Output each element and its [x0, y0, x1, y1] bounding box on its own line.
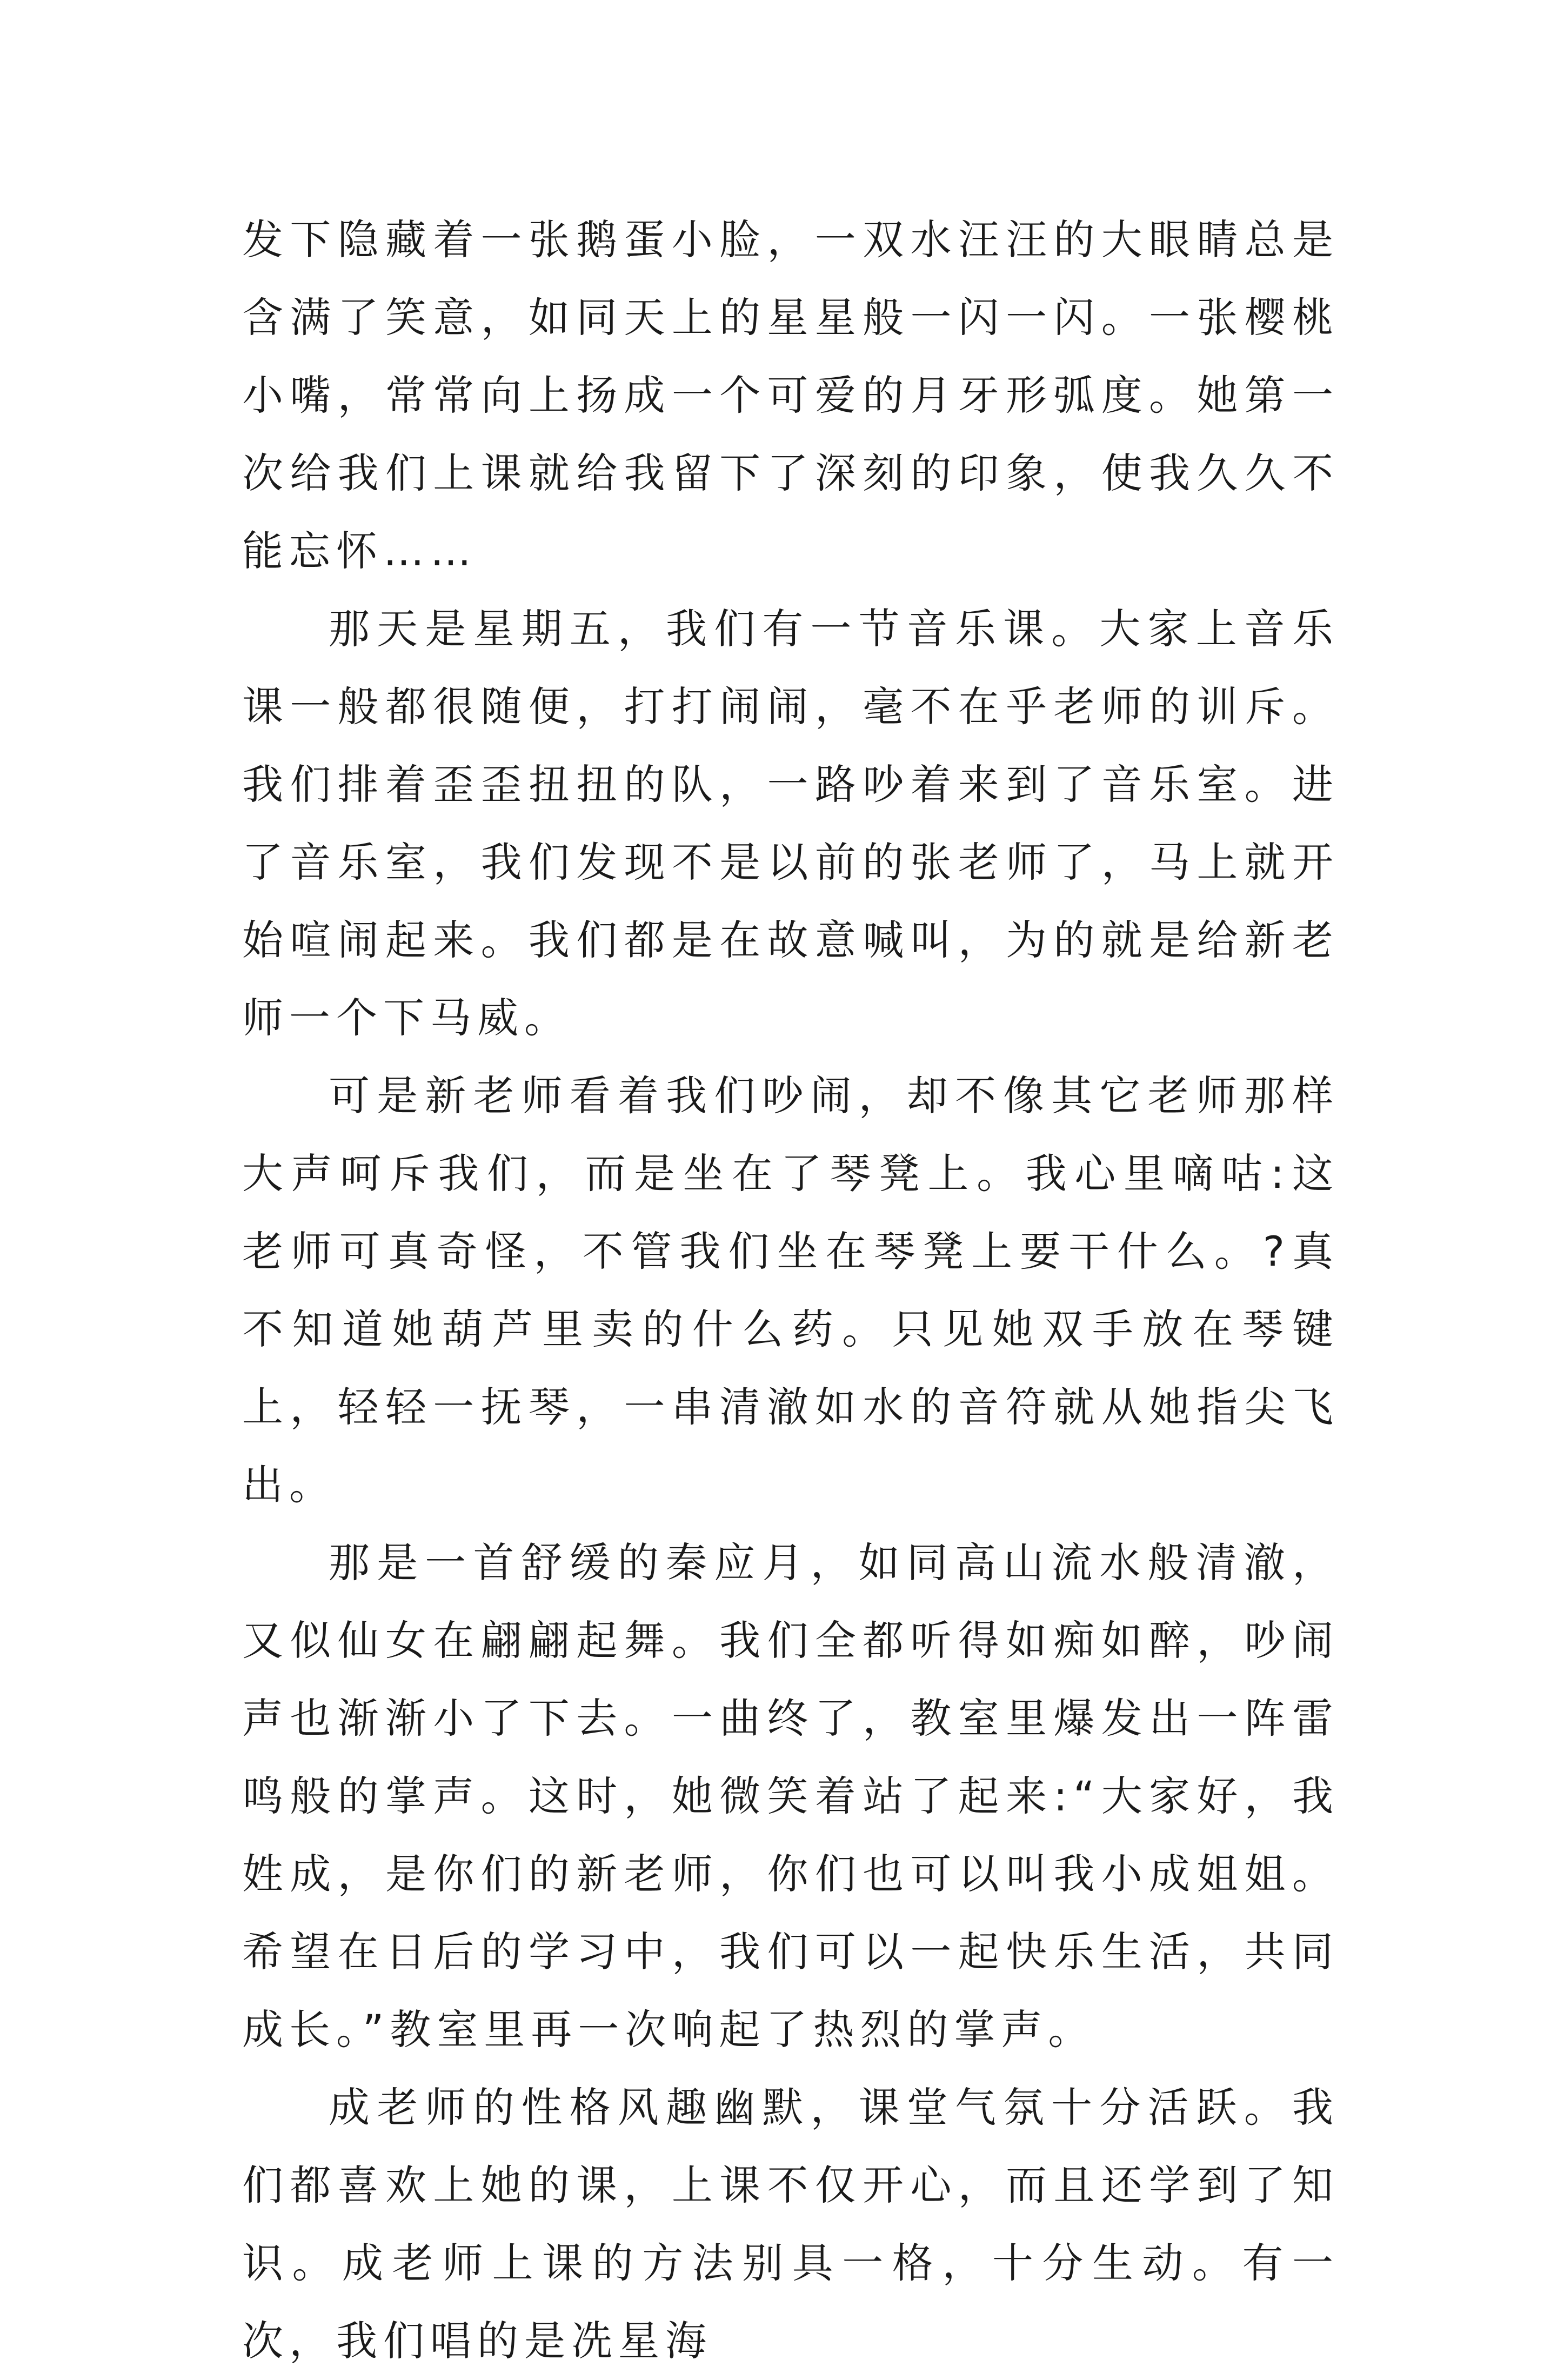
- paragraph-4: 那是一首舒缓的秦应月，如同高山流水般清澈，又似仙女在翩翩起舞。我们全都听得如痴如醉，吵闹声也渐渐小了下去。一曲终了，教室里爆发出一阵雷鸣般的掌声。这时，她微笑着站了起来:“大家好，我姓成，是你们的新老师，你们也可以叫我小成姐姐。希望在日后的学习中，我们可以一起快乐生活，共同成长。”教室里再一次响起了热烈的掌声。: [242, 1539, 1339, 2054]
- paragraph-1: 发下隐藏着一张鹅蛋小脸，一双水汪汪的大眼睛总是含满了笑意，如同天上的星星般一闪一闪。一张樱桃小嘴，常常向上扬成一个可爱的月牙形弧度。她第一次给我们上课就给我留下了深刻的印象，使我久久不能忘怀……: [242, 216, 1339, 575]
- paragraph-2: 那天是星期五，我们有一节音乐课。大家上音乐课一般都很随便，打打闹闹，毫不在乎老师的训斥。我们排着歪歪扭扭的队，一路吵着来到了音乐室。进了音乐室，我们发现不是以前的张老师了，马上就开始喧闹起来。我们都是在故意喊叫，为的就是给新老师一个下马威。: [242, 605, 1339, 1042]
- paragraph-5: 成老师的性格风趣幽默，课堂气氛十分活跃。我们都喜欢上她的课，上课不仅开心，而且还学到了知识。成老师上课的方法别具一格，十分生动。有一次，我们唱的是冼星海: [242, 2083, 1339, 2365]
- document-body: [242, 201, 1339, 2380]
- paragraph-3: 可是新老师看着我们吵闹，却不像其它老师那样大声呵斥我们，而是坐在了琴凳上。我心里嘀咕:这老师可真奇怪，不管我们坐在琴凳上要干什么。?真不知道她葫芦里卖的什么药。只见她双手放在琴键上，轻轻一抚琴，一串清澈如水的音符就从她指尖飞出。: [242, 1072, 1339, 1509]
